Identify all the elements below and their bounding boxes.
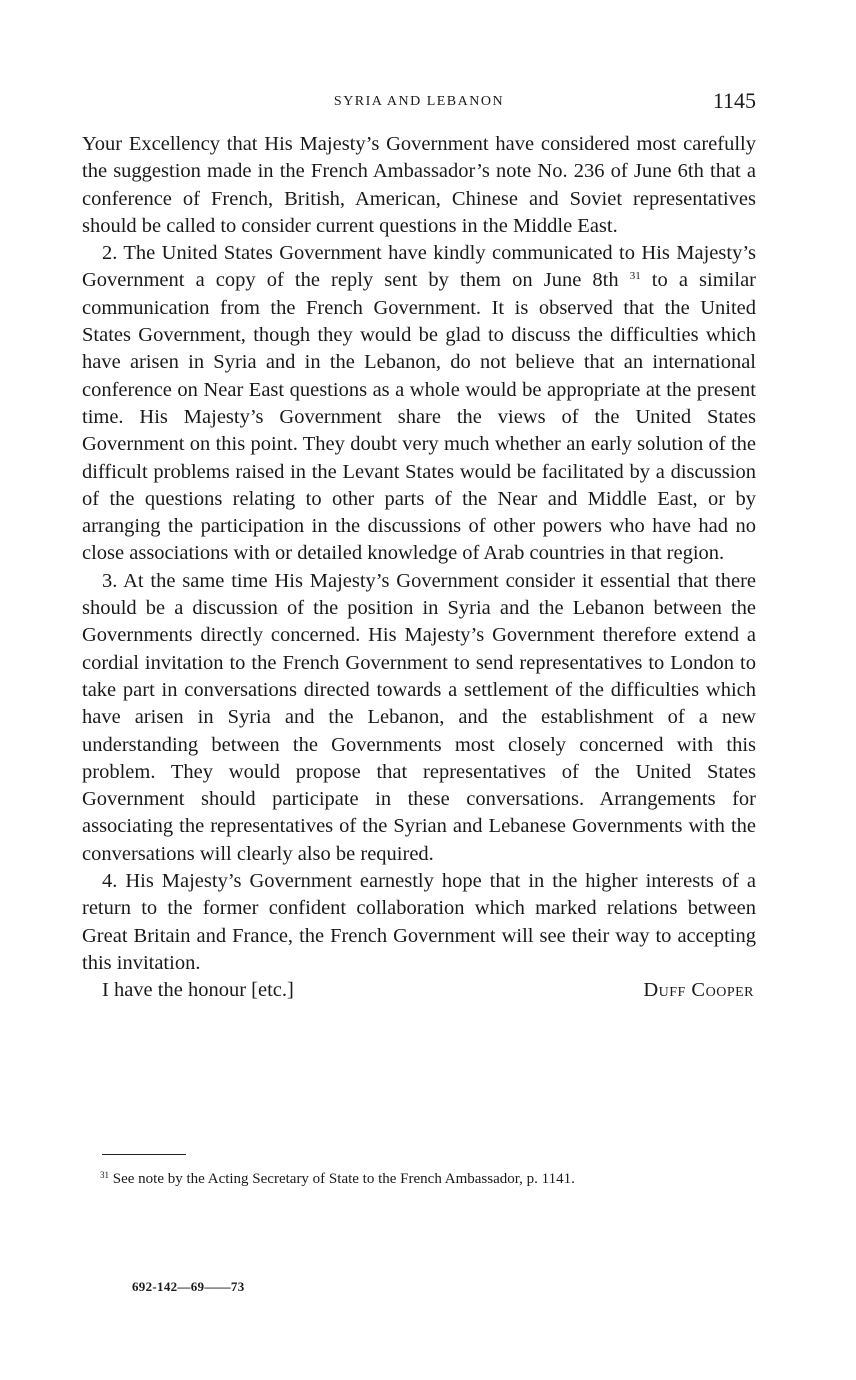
- paragraph-1: Your Excellency that His Majesty’s Government have considered most carefully the suggestion made in the French Ambassador’s note No. 236 of June 6th that a conference of French, British, American, Chinese and Soviet representatives should be called to consider current questions in the Middle East.: [82, 133, 756, 237]
- closing-phrase: I have the honour [etc.]: [102, 979, 294, 1002]
- letter-body: [82, 131, 756, 1005]
- document-page: [82, 0, 756, 1380]
- paragraph-2: [82, 240, 756, 568]
- paragraph-3: 3. At the same time His Majesty’s Government consider it essential that there should be a discussion of the position in Syria and the Lebanon between the Governments directly concerned. His Majesty’s Government therefore extend a cordial invitation to the French Government to send representatives to London to take part in conversations directed towards a settlement of the difficulties which have arisen in Syria and the Lebanon, and the establishment of a new understanding between the Governments most closely concerned with this problem. They would propose that representatives of the United States Government should participate in these conversations. Arrangements for associating the representatives of the Syrian and Lebanese Governments with the conversations will clearly also be required.: [82, 569, 756, 865]
- running-head: SYRIA AND LEBANON: [333, 94, 505, 109]
- footnote-31: [100, 1171, 756, 1188]
- footnote-marker: 31: [100, 1170, 109, 1180]
- printer-mark: 692-142—69——73: [132, 1279, 245, 1294]
- paragraph-2-text-a: 2. The United States Government have kindly communicated to His Majesty’s Government a copy of the reply sent by them on June 8th: [82, 242, 756, 292]
- page-header: [82, 88, 756, 118]
- page-number: 1145: [712, 88, 756, 113]
- paragraph-4: 4. His Majesty’s Government earnestly hope that in the higher interests of a return to the former confident collaboration which marked relations between Great Britain and France, the French Government will see their way to accepting this invitation.: [82, 870, 756, 974]
- signature: Duff Cooper: [643, 979, 754, 1002]
- closing-line: [82, 977, 756, 1005]
- footnote-text: See note by the Acting Secretary of State to the French Ambassador, p. 1141.: [112, 1171, 575, 1187]
- footnote-divider: [102, 1154, 186, 1155]
- paragraph-2-text-b: to a similar communication from the French Government. It is observed that the United States Government, though they would be glad to discuss the difficulties which have arisen in Syria and in the Lebanon, do not believe that an international conference on Near East questions as a whole would be appropriate at the present time. His Majesty’s Government share the views of the United States Government on this point. They doubt very much whether an early solution of the difficult problems raised in the Levant States would be facilitated by a discussion of the questions relating to other parts of the Near and Middle East, or by arranging the participation in the discussions of other powers who have had no close associations with or detailed knowledge of Arab countries in that region.: [82, 269, 756, 565]
- footnote-ref-31[interactable]: 31: [629, 270, 641, 283]
